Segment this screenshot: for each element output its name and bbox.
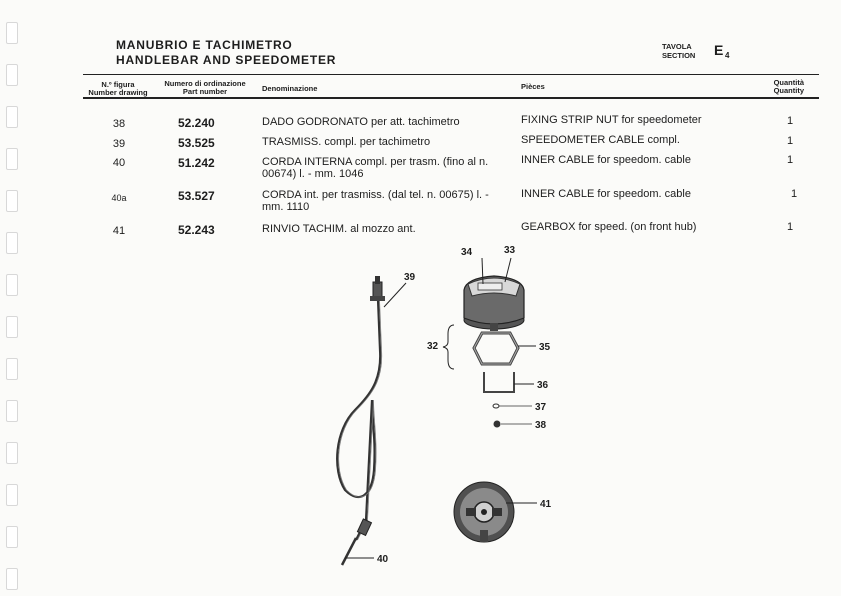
part-number: 52.243 (178, 223, 215, 237)
part-number: 51.242 (178, 156, 215, 170)
part-number: 53.527 (178, 189, 215, 203)
piece: INNER CABLE for speedom. cable (521, 154, 691, 166)
column-pieces: Pièces (521, 82, 545, 91)
callout-33: 33 (504, 245, 516, 256)
quantity: 1 (786, 154, 794, 166)
description: RINVIO TACHIM. al mozzo ant. (262, 223, 416, 235)
callout-39: 39 (404, 272, 416, 283)
column-part-italian: Numero di ordinazione (164, 79, 246, 88)
column-part-english: Part number (182, 87, 228, 96)
section-code: E (714, 42, 724, 58)
piece: SPEEDOMETER CABLE compl. (521, 134, 680, 146)
callout-32: 32 (427, 341, 439, 352)
section-label-italian: TAVOLA (662, 42, 692, 51)
description: CORDA INTERNA compl. per trasm. (fino al n. 00674) l. - mm. 1046 (262, 156, 489, 180)
gearbox (454, 482, 514, 542)
figure-number: 39 (112, 138, 126, 150)
part-number: 53.525 (178, 136, 215, 150)
column-figure-english: Number drawing (88, 88, 148, 97)
quantity: 1 (786, 115, 794, 127)
description: CORDA int. per trasmiss. (dal tel. n. 00675) l. - mm. 1110 (262, 189, 489, 213)
piece: GEARBOX for speed. (on front hub) (521, 221, 697, 233)
callout-34: 34 (461, 247, 473, 258)
callout-37: 37 (535, 402, 547, 413)
figure-number: 40 (112, 157, 126, 169)
quantity: 1 (790, 188, 798, 200)
figure-number: 38 (112, 118, 126, 130)
page-title-english: HANDLEBAR AND SPEEDOMETER (116, 53, 337, 67)
callout-40: 40 (377, 554, 389, 565)
piece: INNER CABLE for speedom. cable (521, 188, 691, 200)
description: TRASMISS. compl. per tachimetro (262, 136, 431, 148)
quantity: 1 (786, 135, 794, 147)
washer (493, 404, 532, 408)
column-quantity-english: Quantity (773, 86, 804, 95)
callout-41: 41 (540, 499, 552, 510)
section-sub: 4 (725, 51, 730, 60)
callout-38: 38 (535, 420, 547, 431)
figure-number: 40a (111, 193, 127, 203)
mounting-bracket (474, 333, 518, 364)
callout-35: 35 (539, 342, 551, 353)
column-description: Denominazione (262, 84, 318, 93)
speedometer-cable (337, 276, 385, 565)
figure-number: 41 (112, 225, 126, 237)
speedometer-head (464, 276, 524, 331)
u-strap (484, 372, 514, 392)
piece: FIXING STRIP NUT for speedometer (521, 114, 702, 126)
description: DADO GODRONATO per att. tachimetro (262, 116, 460, 128)
knurled-nut (494, 421, 533, 428)
page-title-italian: MANUBRIO E TACHIMETRO (116, 38, 293, 52)
quantity: 1 (786, 221, 794, 233)
part-number: 52.240 (178, 116, 215, 130)
column-figure-italian: N.º figura (101, 80, 135, 89)
section-label-english: SECTION (662, 51, 696, 60)
callout-36: 36 (537, 380, 549, 391)
column-quantity-italian: Quantità (773, 78, 804, 87)
